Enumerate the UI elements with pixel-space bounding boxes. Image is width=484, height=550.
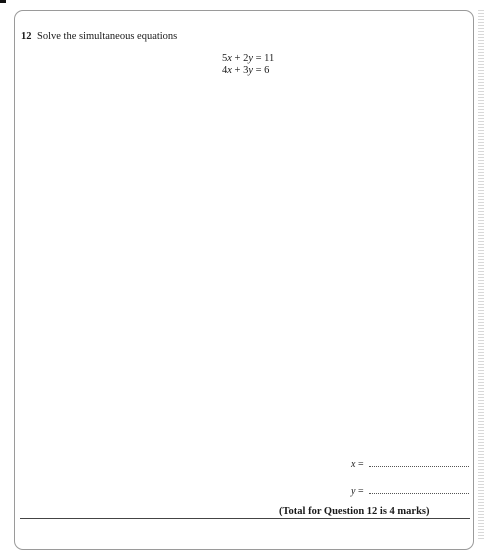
total-marks: (Total for Question 12 is 4 marks) — [279, 506, 430, 517]
page-corner-mark — [0, 0, 6, 3]
equation-1: 5x + 2y = 11 — [222, 53, 275, 64]
equation-2: 4x + 3y = 6 — [222, 65, 270, 76]
question-number: 12 — [21, 31, 32, 42]
answer-y-field[interactable] — [369, 485, 469, 494]
answer-x-label: x — [351, 459, 356, 470]
page-edge-texture — [478, 10, 484, 540]
answer-y-row: y = — [351, 485, 469, 497]
answer-x-field[interactable] — [369, 458, 469, 467]
question-prompt: Solve the simultaneous equations — [37, 31, 178, 42]
footer-divider — [20, 518, 470, 519]
answer-y-label: y — [351, 486, 356, 497]
answer-x-row: x = — [351, 458, 469, 470]
